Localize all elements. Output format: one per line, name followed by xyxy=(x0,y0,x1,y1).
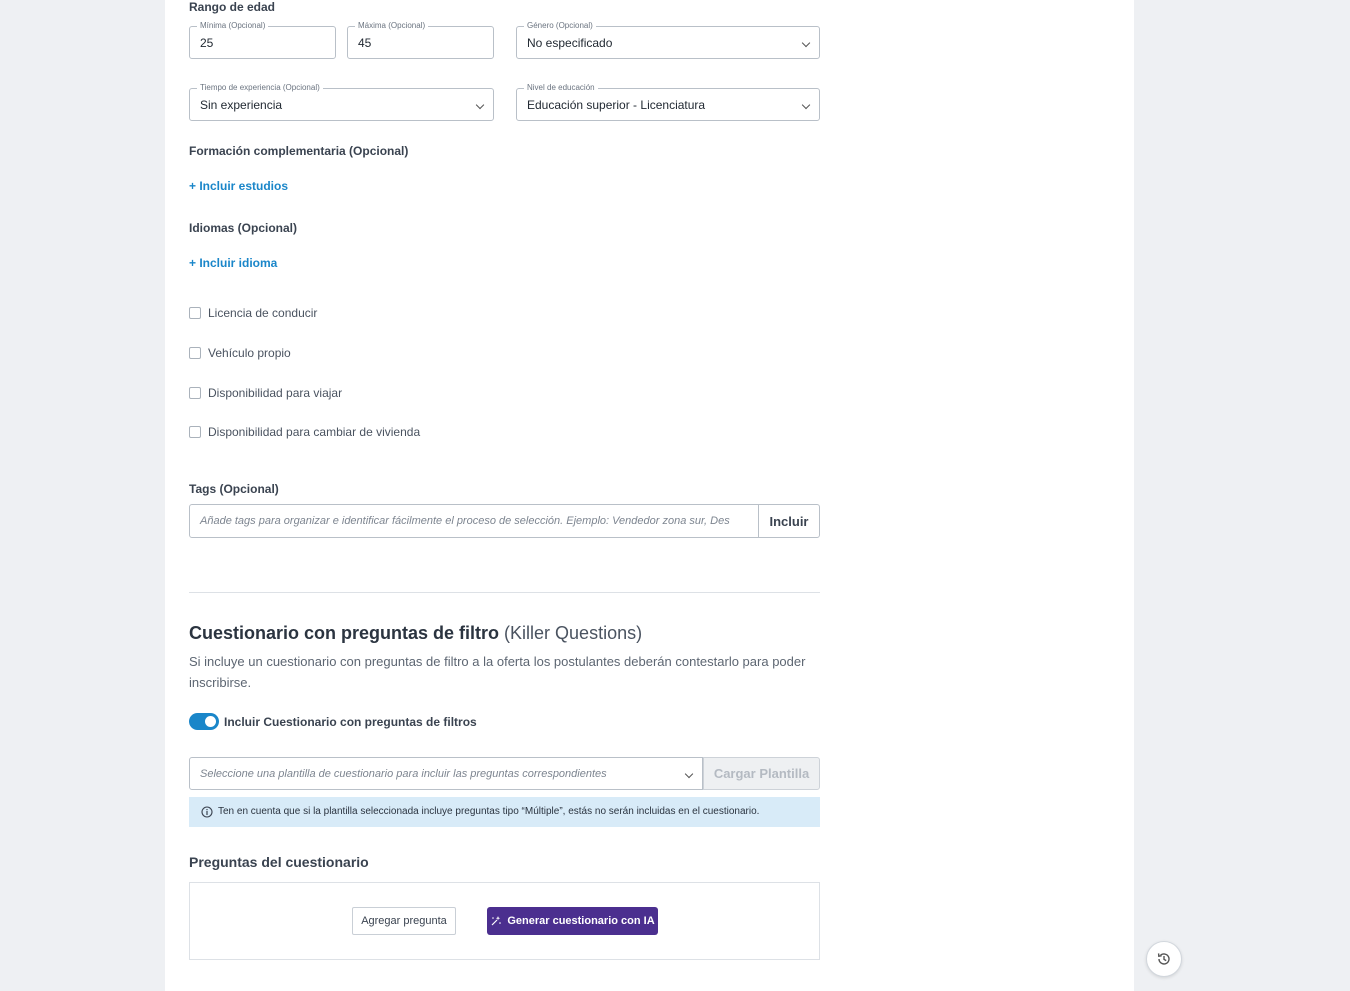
complementary-training-title: Formación complementaria (Opcional) xyxy=(189,144,409,158)
tags-title: Tags (Opcional) xyxy=(189,482,279,496)
chevron-down-icon xyxy=(685,770,693,778)
questionnaire-toggle-label: Incluir Cuestionario con preguntas de filtros xyxy=(224,715,477,729)
min-age-value: 25 xyxy=(200,36,214,50)
education-select[interactable] xyxy=(516,83,820,121)
checkbox-label: Disponibilidad para viajar xyxy=(208,386,343,400)
experience-select[interactable] xyxy=(189,83,494,121)
age-range-title: Rango de edad xyxy=(189,0,276,14)
tags-input[interactable] xyxy=(189,504,759,538)
checkbox-box[interactable] xyxy=(189,387,201,399)
languages-title: Idiomas (Opcional) xyxy=(189,221,298,235)
checkbox-travel-availability[interactable] xyxy=(189,386,342,400)
checkbox-own-vehicle[interactable] xyxy=(189,346,291,360)
checkbox-label: Disponibilidad para cambiar de vivienda xyxy=(208,425,421,439)
checkbox-box[interactable] xyxy=(189,426,201,438)
gender-value: No especificado xyxy=(527,36,613,50)
gender-legend: Género (Opcional) xyxy=(524,20,596,32)
questionnaire-toggle[interactable] xyxy=(189,713,219,730)
include-tag-button[interactable]: Incluir xyxy=(758,504,820,538)
section-divider xyxy=(189,592,820,593)
max-age-value: 45 xyxy=(358,36,372,50)
checkbox-driver-license[interactable] xyxy=(189,306,317,320)
tags-placeholder: Añade tags para organizar e identificar fácilmente el proceso de selección. Ejemplo: Vendedor zona sur, Des xyxy=(200,515,730,527)
generate-ai-label: Generar cuestionario con IA xyxy=(507,915,655,927)
checkbox-label: Vehículo propio xyxy=(208,346,291,360)
education-value: Educación superior - Licenciatura xyxy=(527,98,706,112)
gender-select[interactable] xyxy=(516,21,820,59)
template-select[interactable] xyxy=(189,757,703,790)
max-age-input[interactable] xyxy=(347,21,494,59)
info-banner-text: Ten en cuenta que si la plantilla seleccionada incluye preguntas tipo “Múltiple”, estás no serán incluidas en el cuestionario. xyxy=(218,806,760,817)
checkbox-relocation-availability[interactable] xyxy=(189,425,420,439)
generate-ai-questionnaire-button[interactable] xyxy=(487,907,658,935)
checkbox-box[interactable] xyxy=(189,347,201,359)
min-age-legend: Mínima (Opcional) xyxy=(197,20,268,32)
sparkle-icon xyxy=(490,915,502,927)
chevron-down-icon xyxy=(476,101,484,109)
questionnaire-title xyxy=(189,623,642,644)
info-banner xyxy=(189,797,820,827)
education-legend: Nivel de educación xyxy=(524,82,598,94)
questionnaire-title-main: Cuestionario con preguntas de filtro xyxy=(189,623,500,643)
toggle-knob xyxy=(205,716,216,727)
questionnaire-title-sub: (Killer Questions) xyxy=(504,623,643,643)
experience-legend: Tiempo de experiencia (Opcional) xyxy=(197,82,323,94)
min-age-input[interactable] xyxy=(189,21,336,59)
add-language-link[interactable]: + Incluir idioma xyxy=(189,256,278,270)
add-question-button[interactable]: Agregar pregunta xyxy=(352,907,456,935)
max-age-legend: Máxima (Opcional) xyxy=(355,20,428,32)
chevron-down-icon xyxy=(802,101,810,109)
experience-value: Sin experiencia xyxy=(200,98,283,112)
history-button[interactable] xyxy=(1146,941,1182,977)
questions-title: Preguntas del cuestionario xyxy=(189,854,369,870)
questionnaire-description: Si incluye un cuestionario con preguntas de filtro a la oferta los postulantes deberán contestarlo para poder inscribirse. xyxy=(189,654,806,690)
checkbox-box[interactable] xyxy=(189,307,201,319)
info-icon xyxy=(201,806,213,818)
history-icon xyxy=(1156,951,1172,967)
template-placeholder: Seleccione una plantilla de cuestionario para incluir las preguntas correspondientes xyxy=(200,768,607,780)
checkbox-label: Licencia de conducir xyxy=(208,306,318,320)
add-studies-link[interactable]: + Incluir estudios xyxy=(189,179,289,193)
load-template-button[interactable]: Cargar Plantilla xyxy=(703,757,820,790)
chevron-down-icon xyxy=(802,39,810,47)
